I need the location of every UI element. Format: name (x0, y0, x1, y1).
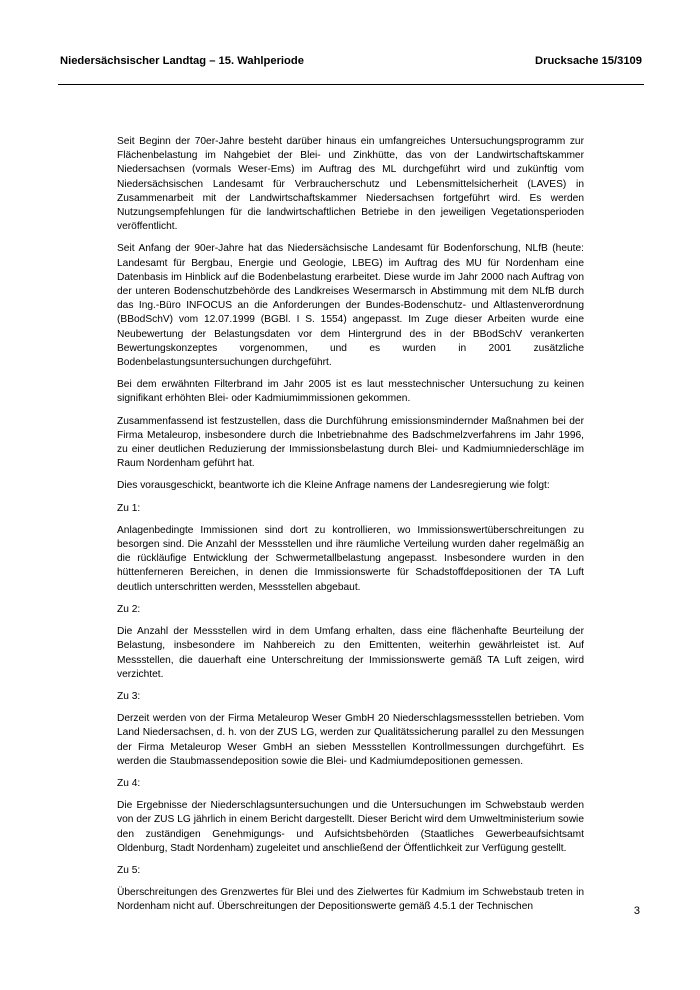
header-divider (58, 84, 644, 85)
section-heading: Zu 4: (117, 777, 141, 789)
paragraph: Seit Beginn der 70er-Jahre besteht darüber hinaus ein umfangreiches Untersuchungsprogramm zur Flächenbelastung im Nahgebiet der Blei- und Zinkhütte, das von der Landwirtschaftskammer Niedersachsen (vormals Weser-Ems) im Auftrag des ML durchgeführt wird und zukünftig vom Niedersächsischen Landesamt für Verbraucherschutz und Lebensmittelsicherheit (LAVES) in Zusammenarbeit mit der Landwirtschaftskammer Niedersachsen fortgeführt wird. Es werden Nutzungsempfehlungen für die landwirtschaftlichen Betriebe in den jeweiligen Vegetationsperioden veröffentlicht. (117, 136, 584, 233)
document-body (117, 135, 584, 923)
header-parliament: Niedersächsischer Landtag – 15. Wahlperiode (60, 55, 304, 67)
paragraph: Die Ergebnisse der Niederschlagsuntersuchungen und die Untersuchungen im Schwebstaub werden von der ZUS LG jährlich in einem Bericht dargestellt. Dieser Bericht wird dem Umweltministerium sowie den zuständigen Genehmigungs- und Aufsichtsbehörden (Staatliches Gewerbeaufsichtsamt Oldenburg, Stadt Nordenham) zugeleitet und anschließend der Öffentlichkeit zur Verfügung gestellt. (117, 800, 584, 854)
paragraph: Überschreitungen des Grenzwertes für Blei und des Zielwertes für Kadmium im Schwebstaub treten in Nordenham nicht auf. Überschreitungen der Depositionswerte gemäß 4.5.1 der Technischen (117, 887, 584, 913)
paragraph: Dies vorausgeschickt, beantworte ich die Kleine Anfrage namens der Landesregierung wie folgt: (117, 480, 550, 492)
paragraph: Die Anzahl der Messstellen wird in dem Umfang erhalten, dass eine flächenhafte Beurteilung der Belastung, insbesondere im Nahbereich zu den Emittenten, weiterhin gewährleistet ist. Auf Messstellen, die dauerhaft eine Unterschreitung der Immissionswerte gemäß TA Luft zeigen, wird verzichtet. (117, 626, 584, 680)
paragraph: Zusammenfassend ist festzustellen, dass die Durchführung emissionsmindernder Maßnahmen bei der Firma Metaleurop, insbesondere durch die Inbetriebnahme des Badschmelzverfahrens im Jahr 1996, zu einer deutlichen Reduzierung der Immissionsbelastung durch Blei- und Kadmiumniederschläge im Raum Nordenham geführt hat. (117, 415, 584, 470)
header-document-number: Drucksache 15/3109 (535, 55, 642, 67)
page-number: 3 (633, 905, 640, 917)
paragraph: Anlagenbedingte Immissionen sind dort zu kontrollieren, wo Immissionswertüberschreitungen zu besorgen sind. Die Anzahl der Messstellen und ihre räumliche Verteilung wurden daher regelmäßig an die rückläufige Entwicklung der Schwermetallbelastung angepasst. Insbesondere wurden in den hüttenferneren Bereichen, in denen die Immissionswerte für Schadstoffdepositionen der TA Luft deutlich unterschritten werden, Messstellen abgebaut. (117, 524, 584, 593)
paragraph: Seit Anfang der 90er-Jahre hat das Niedersächsische Landesamt für Bodenforschung, NLfB (heute: Landesamt für Bergbau, Energie und Geologie, LBEG) im Auftrag des MU für Nordenham eine Datenbasis im Hinblick auf die Bodenbelastung erarbeitet. Diese wurde im Jahr 2000 nach Auftrag von der unteren Bodenschutzbehörde des Landkreises Wesermarsch in Abstimmung mit dem NLfB durch das Ing.-Büro INFOCUS an die Anforderungen der Bundes-Bodenschutz- und Altlastenverordnung (BBodSchV) vom 12.07.1999 (BGBl. I S. 1554) angepasst. Im Zuge dieser Arbeiten wurde eine Neubewertung der Belastungsdaten vor dem Hintergrund des in der BBodSchV verankerten Bewertungskonzeptes vorgenommen, und es wurden in 2001 zusätzliche Bodenbelastungsuntersuchungen durchgeführt. (117, 243, 584, 369)
section-heading: Zu 5: (117, 864, 141, 876)
paragraph: Derzeit werden von der Firma Metaleurop Weser GmbH 20 Niederschlagsmessstellen betrieben. Vom Land Niedersachsen, d. h. von der ZUS LG, werden zur Qualitätssicherung parallel zu den Messungen der Firma Metaleurop Weser GmbH an sieben Messstellen Kontrollmessungen durchgeführt. Es werden die Staubmassendeposition sowie die Blei- und Kadmiumdepositionen gemessen. (117, 713, 584, 767)
paragraph: Bei dem erwähnten Filterbrand im Jahr 2005 ist es laut messtechnischer Untersuchung zu keinen signifikant erhöhten Blei- oder Kadmiumimmissionen gekommen. (117, 379, 584, 405)
section-heading: Zu 2: (117, 603, 141, 615)
section-heading: Zu 3: (117, 690, 141, 702)
section-heading: Zu 1: (117, 502, 141, 514)
